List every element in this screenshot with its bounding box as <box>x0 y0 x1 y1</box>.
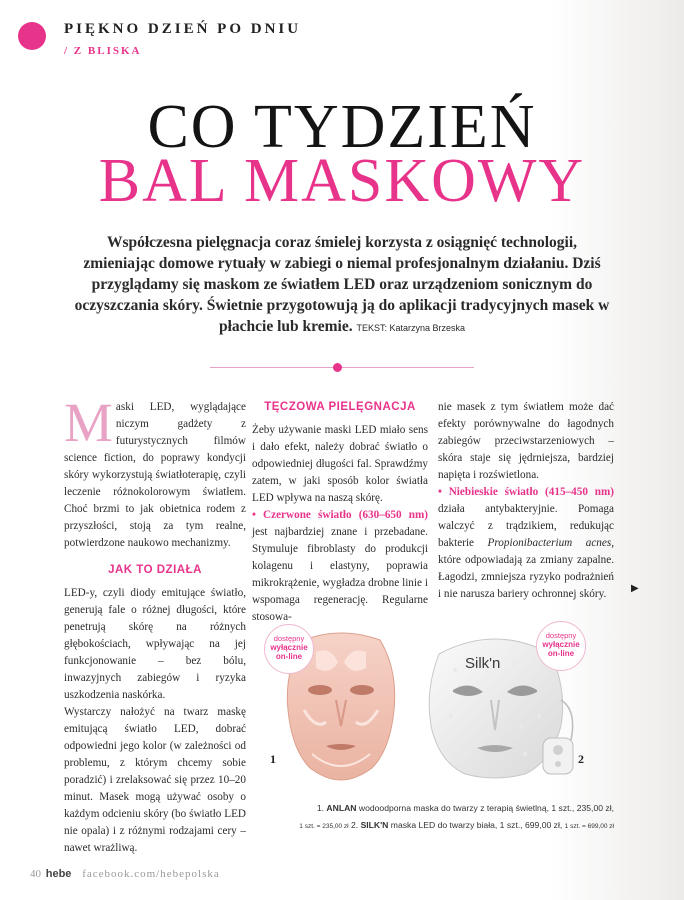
lead-paragraph <box>70 232 614 339</box>
section-subtitle: / Z BLISKA <box>64 45 142 57</box>
mask-brand-logo: Silk'n <box>465 655 501 672</box>
divider-dot <box>333 363 342 372</box>
divider-line <box>210 367 474 368</box>
author-credit: TEKST: Katarzyna Brzeska <box>356 323 466 333</box>
online-only-badge: dostępny wyłącznie on-line <box>264 624 314 674</box>
product-number-2: 2 <box>578 752 584 766</box>
red-light-label: • Czerwone światło (630–650 nm) <box>252 509 428 521</box>
brand-logo: hebe <box>45 868 72 880</box>
headline-line1: CO TYDZIEŃ <box>147 93 537 161</box>
heading-how-it-works: JAK TO DZIAŁA <box>108 564 202 576</box>
blue-light-paragraph: • Niebieskie światło (415–450 nm) działa antybakteryjnie. Pomaga walczyć z trądzikiem, redukując bakterie Propionibacterium acnes, które odpowiadają za zmiany zapalne. Łagodzi, zmniejsza ryzyko podrażnień i nie narusza bariery ochronnej skóry. <box>438 486 614 600</box>
intro-paragraph: Maski LED, wyglądające niczym gadżety z futurystycznych filmów science fiction, do poprawy kondycji skóry wykorzystują światłoterapię, czyli leczenie różnokolorowym światłem. Choć brzmi to jak obietnica rodem z przyszłości, stoją za tym realne, potwierdzone naukowo mechanizmy. <box>64 392 246 549</box>
column-3 <box>438 399 614 603</box>
headline-line2: BAL MASKOWY <box>98 147 586 215</box>
column-2 <box>252 399 428 626</box>
blue-light-label: • Niebieskie światło (415–450 nm) <box>438 486 614 498</box>
online-only-badge: dostępny wyłącznie on-line <box>536 621 586 671</box>
product-number-1: 1 <box>270 752 276 766</box>
section-title: PIĘKNO DZIEŃ PO DNIU <box>64 21 302 37</box>
caption-line-1: 1. ANLAN wodoodporna maska do twarzy z terapią świetlną, 1 szt., 235,00 zł, <box>316 803 614 813</box>
body-paragraph: Wystarczy nałożyć na twarz maskę emitującą światło LED, dobrać odpowiedni jego kolor (w zależności od problemu, z którym chcemy sobie poradzić) i zrelaksować się przez 10–20 minut. Masek mogą używać osoby o każdym odcieniu skóry (bo światło LED nie opala) i z różnymi rodzajami cery – nawet wrażliwą. <box>64 706 246 854</box>
lead-text: Współczesna pielęgnacja coraz śmielej korzysta z osiągnięć technologii, zmieniając domowe rytuały w zabiegi o niemal profesjonalnym działaniu. Dziś przyglądamy się maskom ze światłem LED oraz urządzeniom sonicznym do oczyszczania skóry. Świetnie przygotowują ją do aplikacji tradycyjnych masek w płachcie lub kremie. <box>74 234 610 335</box>
column-1 <box>64 392 246 857</box>
next-page-arrow-icon: ▶ <box>631 583 639 594</box>
body-paragraph: Żeby używanie maski LED miało sens i dało efekt, należy dobrać światło o odpowiedniej długości fal. Sprawdźmy zatem, w jaki sposób kolor światła LED wpływa na naszą skórę. <box>252 424 428 504</box>
section-dot <box>18 22 46 50</box>
body-paragraph: nie masek z tym światłem może dać efekty porównywalne do łagodnych zabiegów przeciwstarzeniowych – skóra staje się jędrniejsza, bardziej napięta i rozświetlona. <box>438 401 614 481</box>
drop-cap: M <box>64 392 113 453</box>
body-paragraph: LED-y, czyli diody emitujące światło, generują fale o różnej długości, które penetrują skórę na różnych głębokościach, wpływając na jej funkcjonowanie – bez bólu, inwazyjnych zabiegów i ryzyka uszkodzenia naskórka. <box>64 587 246 701</box>
caption-line-2: 1 szt. = 235,00 zł 2. SILK'N maska LED do twarzy biała, 1 szt., 699,00 zł, 1 szt. = 699,00 zł <box>299 820 614 830</box>
red-light-paragraph: • Czerwone światło (630–650 nm) jest najbardziej znane i przebadane. Stymuluje fibroblasty do produkcji kolagenu i elastyny, poprawia mikrokrążenie, wygładza drobne linie i wspomaga regenerację. Regularne stosowa- <box>252 509 428 623</box>
product-caption <box>262 800 614 835</box>
page-footer <box>30 868 220 880</box>
facebook-link[interactable]: facebook.com/hebepolska <box>82 868 220 880</box>
heading-rainbow-care: TĘCZOWA PIELĘGNACJA <box>264 401 416 413</box>
page-number: 40 <box>30 868 41 880</box>
